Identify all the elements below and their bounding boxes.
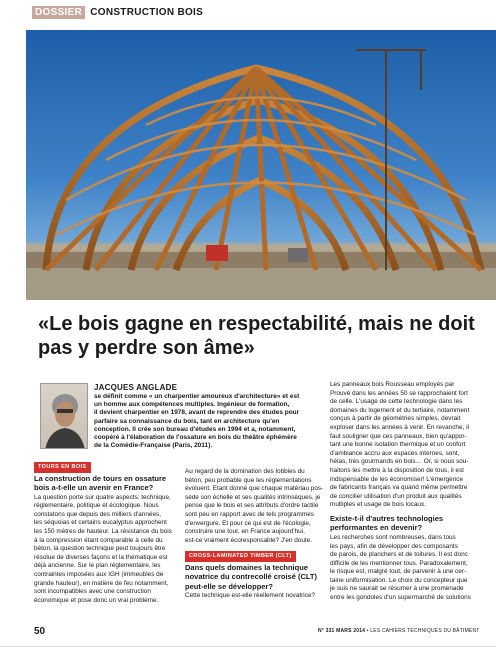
author-name: JACQUES ANGLADE xyxy=(94,383,178,392)
body-line: domaines du logement et du tertiaire, notamment xyxy=(330,406,470,414)
body-line: d'envergure. Et pour ce qui est de l'écologie, xyxy=(185,519,311,527)
question-heading: novatrice du contrecollé croisé (CLT) xyxy=(185,572,317,582)
portrait-illustration xyxy=(41,384,88,449)
body-line: exploser dans les années à venir. En revanche, il xyxy=(330,423,469,431)
bio-line: un homme aux compétences multiples. Ingénieur de formation, xyxy=(94,401,290,409)
bio-line: parfaire sa connaissance du bois, tant en architecture qu'en xyxy=(94,417,280,425)
body-line: les séquoias et certains eucalyptus approchent xyxy=(34,519,167,527)
rubric-tours-en-bois: TOURS EN BOIS xyxy=(34,462,91,473)
body-line: de parois, de planchers et de toitures. Il est donc xyxy=(330,551,468,559)
column-3 xyxy=(330,381,480,603)
body-line: évoluent. Etant donné que chaque matériau pos- xyxy=(185,485,324,493)
question-heading: performantes en devenir? xyxy=(330,523,423,533)
author-portrait xyxy=(40,383,88,449)
body-line: les pays, afin de développer des composants xyxy=(330,542,458,550)
page-number: 50 xyxy=(34,626,46,637)
section-tag xyxy=(32,7,203,18)
body-line: faut souligner que ces panneaux, bien qu'appor- xyxy=(330,432,467,440)
bio-line: il devient charpentier en 1978, avant de reprendre des études pour xyxy=(94,409,300,417)
body-line: Cette technique est-elle réellement novatrice? xyxy=(185,592,316,600)
body-line: entre les gondoles d'un supermarché de solutions xyxy=(330,594,471,602)
footer-divider xyxy=(0,646,496,647)
body-line: déjà ancienne. Sur le plan réglementaire, les xyxy=(34,562,161,570)
body-line: indispensable de les économiser! L'émergence xyxy=(330,475,464,483)
body-line: grande hauteur), en matière de feu notamment, xyxy=(34,579,169,587)
timber-frame-photo xyxy=(26,30,496,300)
body-line: pense que le bois et ses attributs d'ordre tactile xyxy=(185,502,319,510)
bio-line: se définit comme « un charpentier amoureux d'architecture» et est xyxy=(94,393,300,400)
question-heading: La construction de tours en ossature xyxy=(34,473,167,483)
body-line: Prouvé dans les années 50 se rapprochaient fort xyxy=(330,389,468,397)
footer-reference xyxy=(318,628,480,634)
question-heading: peut-elle se développer? xyxy=(185,581,273,591)
body-line: haitons les mettre à la disposition de tous, il est xyxy=(330,466,464,474)
body-line: multiples et usage de bois locaux. xyxy=(330,501,426,509)
body-line: Les recherches sont nombreuses, dans tous xyxy=(330,533,456,541)
body-line: taine uniformisation. Le choix du concepteur que xyxy=(330,576,468,584)
body-line: est-ce vraiment écoresponsable? J'en doute. xyxy=(185,536,312,544)
body-line: tant une bonne isolation thermique et un confort xyxy=(330,441,466,449)
body-line: constatons que depuis des milliers d'années, xyxy=(34,510,161,518)
bio-line: coopéré à l'élaboration de l'ossature en bois du théâtre éphémère xyxy=(94,434,297,442)
section-title: CONSTRUCTION BOIS xyxy=(90,7,204,18)
timber-dome-illustration xyxy=(26,30,496,300)
question-heading: Existe-t-il d'autres technologies xyxy=(330,513,444,523)
body-line: le risque est, malgré tout, de parvenir à une cer- xyxy=(330,568,467,576)
issue-number: N° 331 MARS 2014 xyxy=(318,628,366,634)
body-line: Au regard de la domination des lobbies du xyxy=(185,468,305,475)
body-line: sont peu en rapport avec de tels programmes xyxy=(185,510,314,518)
body-line: hélas, très gourmands en bois… Or, si nous sou- xyxy=(330,458,469,466)
bio-line: de la Comédie-Française (Paris, 2011). xyxy=(94,442,213,450)
body-line: réglementaire, politique et écologique. Nous xyxy=(34,502,159,510)
body-line: béton, peu probable que les réglementations xyxy=(185,476,312,484)
body-line: à la compression étant comparable à celle du xyxy=(34,536,163,544)
page-header xyxy=(0,0,496,30)
column-2 xyxy=(185,468,324,601)
rubric-clt: CROSS-LAMINATED TIMBER (CLT) xyxy=(185,551,296,562)
body-line: difficile de les mentionner tous. Paradoxalement, xyxy=(330,559,468,567)
body-line: de concilier utilisation d'un produit aux qualités xyxy=(330,492,462,500)
body-line: sont incompatibles avec une construction xyxy=(34,588,151,596)
body-line: je suis ne saurait se résumer à une promenade xyxy=(330,585,464,593)
body-line: de celle. L'usage de cette technologie dans les xyxy=(330,398,463,406)
body-line: les 150 mètres de hauteur. La résistance du bois xyxy=(34,527,172,535)
body-line: Les panneaux bois Rousseau employés par xyxy=(330,381,455,388)
body-line: La question porte sur quatre aspects: technique, xyxy=(34,493,171,501)
publication-name: • LES CAHIERS TECHNIQUES DU BÂTIMENT xyxy=(366,628,480,634)
body-line: béton, la question technique peut toujours être xyxy=(34,545,166,553)
body-line: conçus à partir de géométries simples, devrait xyxy=(330,415,461,423)
dossier-label: DOSSIER xyxy=(32,6,85,19)
body-line: de fabricants français va quand même permettre xyxy=(330,484,468,492)
body-line: contraintes imposées aux IGH (immeubles de xyxy=(34,570,164,578)
bio-line: conception. Il crée son bureau d'études en 1994 et a, notamment, xyxy=(94,425,296,433)
question-heading: Dans quels domaines la technique xyxy=(185,562,308,572)
author-bio xyxy=(94,393,310,450)
body-line: économique et pose donc un vrai problème. xyxy=(34,596,159,604)
question-heading: bois a-t-elle un avenir en France? xyxy=(34,483,154,493)
body-line: d'ambiance accru aux espaces internes, sont, xyxy=(330,449,460,457)
body-line: construire une tour, en France aujourd'hui, xyxy=(185,528,305,536)
pull-quote: «Le bois gagne en respectabilité, mais ne doit pas y perdre son âme» xyxy=(38,313,475,359)
column-1 xyxy=(34,462,174,605)
body-line: résolue de diverses façons et la thématique est xyxy=(34,553,168,561)
body-line: sède son échelle et ses qualités intrinsèques, je xyxy=(185,493,321,501)
